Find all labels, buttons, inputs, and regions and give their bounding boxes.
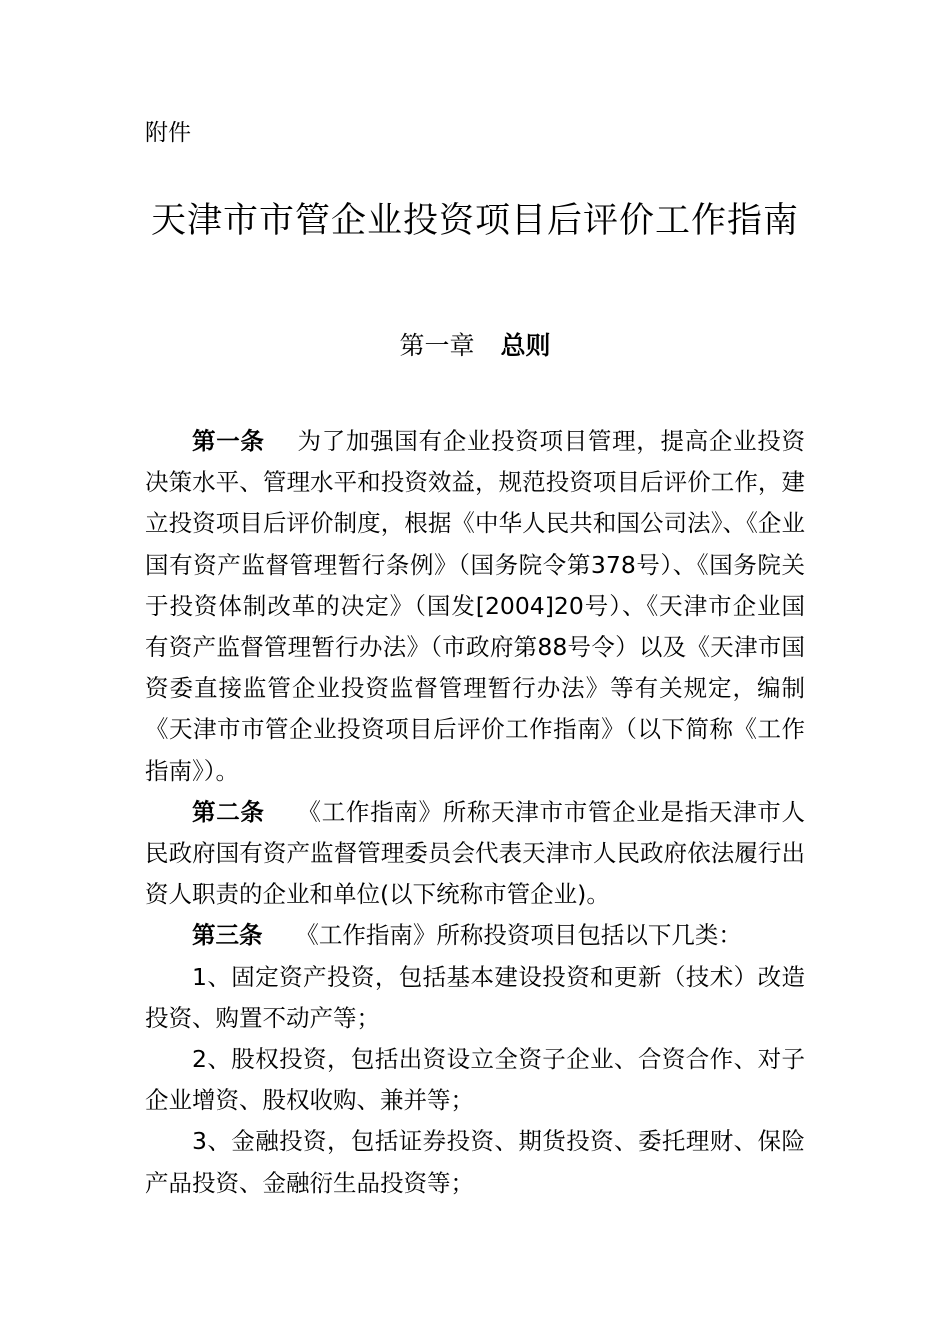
paragraph-text: 《工作指南》所称天津市市管企业是指天津市人民政府国有资产监督管理委员会代表天津市人民政府依法履行出资人职责的企业和单位(以下统称市管企业)。 <box>145 797 806 909</box>
paragraph-article-1 <box>145 421 805 792</box>
paragraph-text: 为了加强国有企业投资项目管理，提高企业投资决策水平、管理水平和投资效益，规范投资项目后评价工作，建立投资项目后评价制度，根据《中华人民共和国公司法》、《企业国有资产监督管理暂行条例》（国务院令第378号）、《国务院关于投资体制改革的决定》（国发[2004]20号）、《天津市企业国有资产监督管理暂行办法》（市政府第88号令）以及《天津市国资委直接监管企业投资监督管理暂行办法》等有关规定，编制《天津市市管企业投资项目后评价工作指南》（以下简称《工作指南》）。 <box>145 427 806 785</box>
list-item-financial <box>145 1121 805 1203</box>
article-number: 第三条 <box>192 921 263 950</box>
article-number: 第一条 <box>192 427 265 455</box>
chapter-heading <box>0 328 950 364</box>
document-title: 天津市市管企业投资项目后评价工作指南 <box>150 201 799 241</box>
paragraph-text: 2、股权投资，包括出资设立全资子企业、合资合作、对子企业增资、股权收购、兼并等； <box>145 1045 805 1115</box>
paragraph-article-2 <box>145 792 805 916</box>
list-item-fixed-asset <box>145 957 805 1039</box>
attachment-label: 附件 <box>145 120 191 146</box>
paragraph-article-3 <box>145 915 805 956</box>
list-item-equity <box>145 1039 805 1121</box>
paragraph-text: 1、固定资产投资，包括基本建设投资和更新（技术）改造投资、购置不动产等； <box>145 962 805 1032</box>
chapter-number: 第一章 <box>399 331 475 360</box>
document-body <box>145 421 805 1204</box>
chapter-name: 总则 <box>500 331 551 360</box>
paragraph-text: 3、金融投资，包括证券投资、期货投资、委托理财、保险产品投资、金融衍生品投资等； <box>145 1127 805 1197</box>
article-number: 第二条 <box>192 797 265 826</box>
paragraph-text: 《工作指南》所称投资项目包括以下几类： <box>295 921 742 950</box>
